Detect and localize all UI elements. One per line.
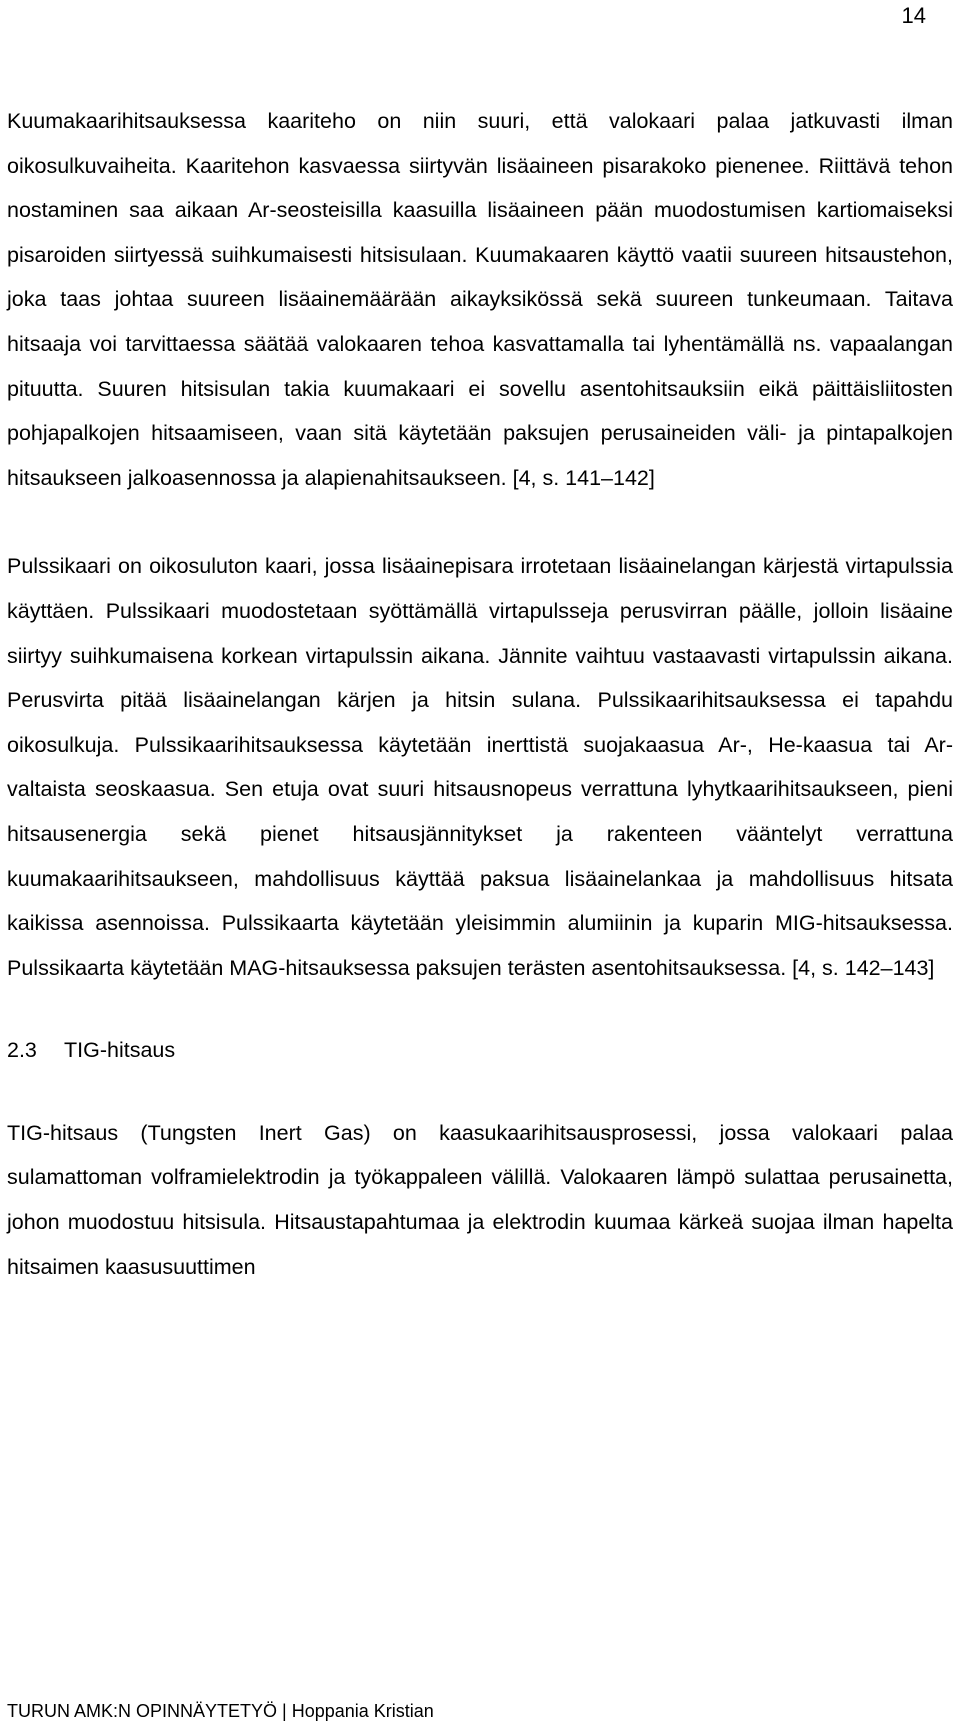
document-body bbox=[7, 99, 953, 1289]
paragraph-hot-arc: Kuumakaarihitsauksessa kaariteho on niin suuri, että valokaari palaa jatkuvasti ilman oikosulkuvaiheita. Kaaritehon kasvaessa siirtyvän lisäaineen pisarakoko pienenee. Riittävä tehon nostaminen saa aikaan Ar-seosteisilla kaasuilla lisäaineen pään muodostumisen kartiomaiseksi pisaroiden siirtyessä suihkumaisesti hitsisulaan. Kuumakaaren käyttö vaatii suureen hitsaustehon, joka taas johtaa suureen lisäainemäärään aikayksikössä sekä suureen tunkeumaan. Taitava hitsaaja voi tarvittaessa säätää valokaaren tehoa kasvattamalla tai lyhentämällä ns. vapaalangan pituutta. Suuren hitsisulan takia kuumakaari ei sovellu asentohitsauksiin eikä päittäisliitosten pohjapalkojen hitsaamiseen, vaan sitä käytetään paksujen perusaineiden väli- ja pintapalkojen hitsaukseen jalkoasennossa ja alapienahitsaukseen. [4, s. 141–142] bbox=[7, 109, 953, 490]
section-title: TIG-hitsaus bbox=[64, 1038, 176, 1063]
section-heading bbox=[7, 1028, 953, 1073]
page-footer: TURUN AMK:N OPINNÄYTETYÖ | Hoppania Kristian bbox=[7, 1701, 434, 1721]
section-number: 2.3 bbox=[7, 1038, 37, 1063]
paragraph-tig: TIG-hitsaus (Tungsten Inert Gas) on kaasukaarihitsausprosessi, jossa valokaari palaa sulamattoman volframielektrodin ja työkappaleen välillä. Valokaaren lämpö sulattaa perusainetta, johon muodostuu hitsisula. Hitsaustapahtumaa ja elektrodin kuumaa kärkeä suojaa ilman hapelta hitsaimen kaasusuuttimen bbox=[7, 1120, 953, 1279]
paragraph-pulse-arc: Pulssikaari on oikosuluton kaari, jossa lisäainepisara irrotetaan lisäainelangan kärjestä virtapulssia käyttäen. Pulssikaari muodostetaan syöttämällä virtapulsseja perusvirran päälle, jolloin lisäaine siirtyy suihkumaisena korkean virtapulssin aikana. Jännite vaihtuu vastaavasti virtapulssin aikana. Perusvirta pitää lisäainelangan kärjen ja hitsin sulana. Pulssikaarihitsauksessa ei tapahdu oikosulkuja. Pulssikaarihitsauksessa käytetään inerttistä suojakaasua Ar-, He-kaasua tai Ar- valtaista seoskaasua. Sen etuja ovat suuri hitsausnopeus verrattuna lyhytkaarihitsaukseen, pieni hitsausenergia sekä pienet hitsausjännitykset ja rakenteen vääntelyt verrattuna kuumakaarihitsaukseen, mahdollisuus käyttää paksua lisäainelankaa ja mahdollisuus hitsata kaikissa asennoissa. Pulssikaarta käytetään yleisimmin alumiinin ja kuparin MIG-hitsauksessa. Pulssikaarta käytetään MAG-hitsauksessa paksujen terästen asentohitsauksessa. [4, s. 142–143] bbox=[7, 554, 953, 980]
page-number: 14 bbox=[901, 3, 926, 28]
